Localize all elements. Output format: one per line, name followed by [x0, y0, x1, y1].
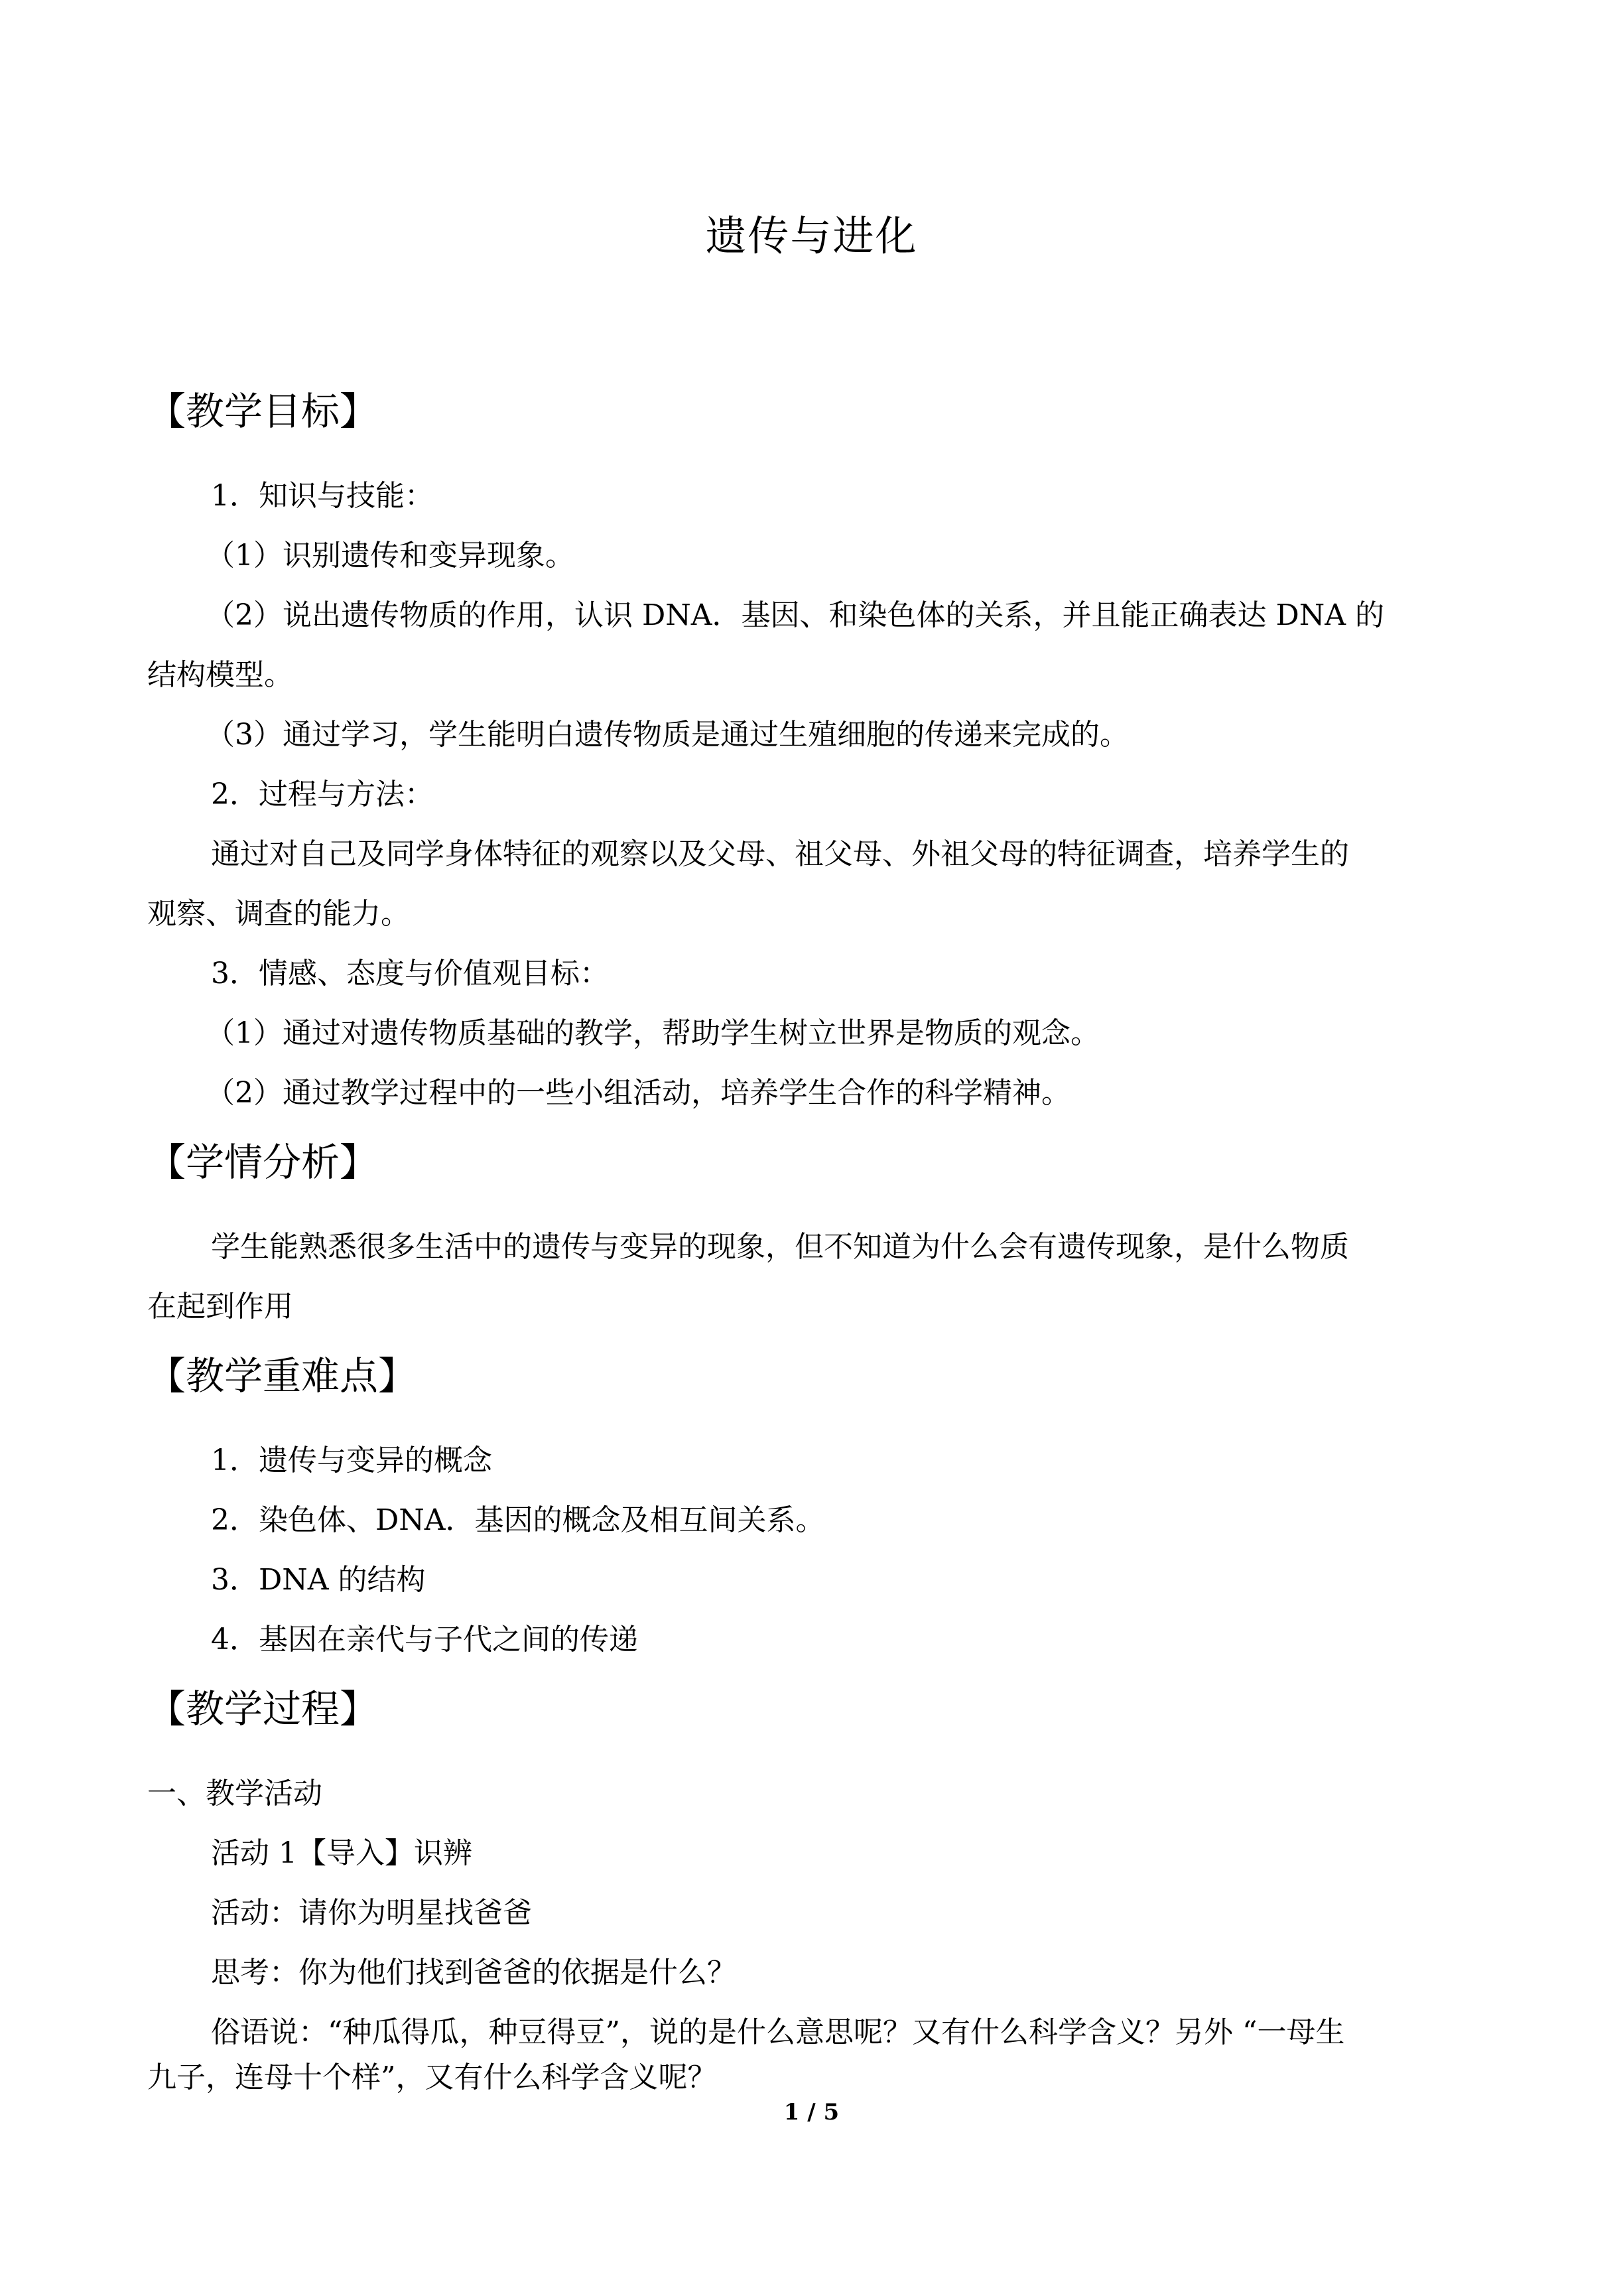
key-point-item: 1．遗传与变异的概念 [211, 1444, 492, 1477]
goals-item1-heading: 1．知识与技能： [211, 479, 434, 513]
goals-item3-heading: 3．情感、态度与价值观目标： [211, 957, 609, 990]
section-heading-process: 【教学过程】 [147, 1686, 379, 1731]
process-proverb-line1: 俗语说：“种瓜得瓜，种豆得豆”，说的是什么意思呢？又有什么科学含义？另外 “一母生 [211, 2015, 1345, 2049]
goals-item1-sub2-line1: （2）说出遗传物质的作用，认识 DNA．基因、和染色体的关系，并且能正确表达 DNA 的 [206, 598, 1385, 632]
process-heading: 一、教学活动 [147, 1777, 322, 1810]
analysis-line2: 在起到作用 [147, 1290, 293, 1323]
process-think-question: 思考：你为他们找到爸爸的依据是什么？ [211, 1956, 736, 1990]
goals-item1-sub2-line2: 结构模型。 [147, 658, 293, 692]
process-proverb-line2: 九子，连母十个样”，又有什么科学含义呢？ [147, 2060, 717, 2094]
key-point-item: 3．DNA 的结构 [211, 1563, 426, 1597]
goals-item3-sub2: （2）通过教学过程中的一些小组活动，培养学生合作的科学精神。 [206, 1076, 1071, 1110]
goals-item3-sub1: （1）通过对遗传物质基础的教学，帮助学生树立世界是物质的观念。 [206, 1016, 1100, 1050]
goals-item2-line1: 通过对自己及同学身体特征的观察以及父母、祖父母、外祖父母的特征调查，培养学生的 [211, 837, 1349, 871]
key-point-item: 4．基因在亲代与子代之间的传递 [211, 1623, 638, 1656]
goals-item1-sub3: （3）通过学习，学生能明白遗传物质是通过生殖细胞的传递来完成的。 [206, 718, 1129, 752]
section-heading-key-points: 【教学重难点】 [147, 1353, 417, 1398]
analysis-line1: 学生能熟悉很多生活中的遗传与变异的现象，但不知道为什么会有遗传现象，是什么物质 [211, 1230, 1349, 1264]
document-title: 遗传与进化 [705, 212, 918, 260]
process-activity-desc: 活动：请你为明星找爸爸 [211, 1896, 532, 1930]
section-heading-analysis: 【学情分析】 [147, 1140, 379, 1185]
process-activity-title: 活动 1【导入】识辨 [211, 1836, 472, 1870]
goals-item2-line2: 观察、调查的能力。 [147, 897, 410, 931]
key-point-item: 2．染色体、DNA．基因的概念及相互间关系。 [211, 1503, 825, 1537]
section-heading-goals: 【教学目标】 [147, 389, 379, 434]
page-number: 1 / 5 [783, 2099, 840, 2126]
goals-item1-sub1: （1）识别遗传和变异现象。 [206, 539, 574, 573]
goals-item2-heading: 2．过程与方法： [211, 777, 434, 811]
